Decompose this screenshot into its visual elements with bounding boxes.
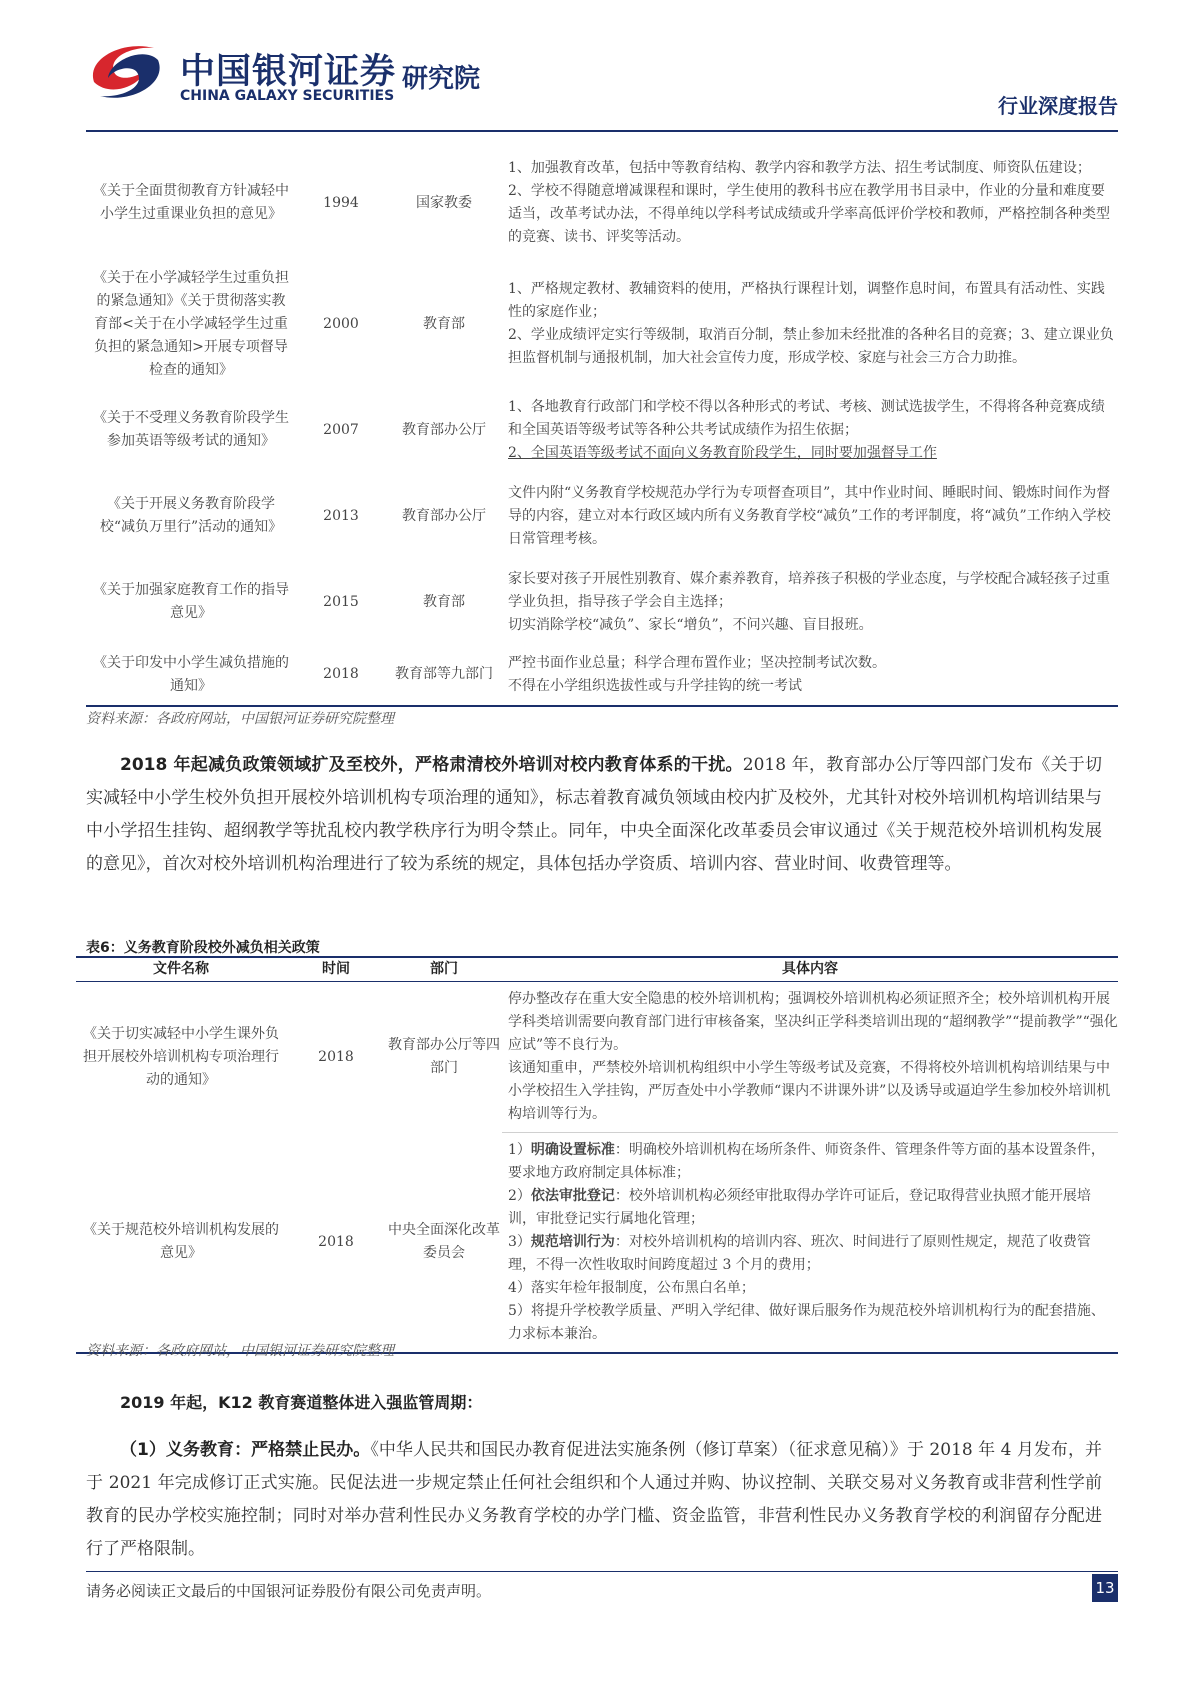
table2-source: 资料来源：各政府网站，中国银河证券研究院整理 (86, 1343, 394, 1359)
cell-year: 2000 (323, 315, 359, 332)
cell-year: 2015 (323, 593, 359, 610)
table-row (86, 146, 1118, 260)
paragraph-2 (86, 1434, 1102, 1566)
content-line: 严控书面作业总量；科学合理布置作业；坚决控制考试次数。 (508, 654, 886, 671)
cell-content (502, 260, 1118, 388)
policy-table-1 (86, 146, 1118, 707)
paragraph-body: 2018 年，教育部办公厅等四部门发布《关于切实减轻中小学生校外负担开展校外培训机构专项治理的通知》，标志着教育减负领域由校内扩及校外，尤其针对校外培训机构培训结果与中小学招生挂钩、超纲教学等扰乱校内教学秩序行为明令禁止。同年，中央全面深化改革委员会审议通过《关于规范校外培训机构发展的意见》，首次对校外培训机构治理进行了较为系统的规定，具体包括办学资质、培训内容、营业时间、收费管理等。 (86, 755, 1102, 874)
table-row (86, 388, 1118, 472)
table2-title: 表6：义务教育阶段校外减负相关政策 (86, 940, 320, 956)
logo-text-en: CHINA GALAXY SECURITIES (180, 88, 395, 104)
footer-disclaimer: 请务必阅读正文最后的中国银河证券股份有限公司免责声明。 (86, 1582, 492, 1600)
content-item: 5）将提升学校教学质量、严明入学纪律、做好课后服务作为规范校外培训机构行为的配套措施、力求标本兼治。 (508, 1303, 1105, 1342)
content-line: 停办整改存在重大安全隐患的校外培训机构；强调校外培训机构必须证照齐全；校外培训机构开展学科类培训需要向教育部门进行审核备案，坚决纠正学科类培训出现的“超纲教学”“提前教学”“强化应试”等不良行为。 (508, 991, 1118, 1053)
content-item: 4）落实年检年报制度，公布黑白名单； (508, 1280, 755, 1296)
cell-content (502, 472, 1118, 560)
cell-year: 2007 (323, 421, 359, 438)
cell-dept: 教育部办公厅 (402, 421, 486, 438)
report-type: 行业深度报告 (998, 94, 1118, 118)
cell-content (502, 388, 1118, 472)
cell-dept: 国家教委 (416, 194, 472, 211)
cell-name: 《关于开展义务教育阶段学校“减负万里行”活动的通知》 (99, 496, 283, 535)
table-row (86, 644, 1118, 706)
cell-dept: 教育部等九部门 (386, 644, 502, 706)
content-line: 1、各地教育行政部门和学校不得以各种形式的考试、考核、测试选拔学生，不得将各种竞赛成绩和全国英语等级考试等各种公共考试成绩作为招生依据； (508, 398, 1105, 438)
galaxy-logo-icon (84, 38, 168, 106)
table-row (76, 982, 1118, 1133)
section-subheading: 2019 年起，K12 教育赛道整体进入强监管周期： (120, 1393, 483, 1412)
header-name: 文件名称 (76, 957, 286, 982)
cell-dept: 中央全面深化改革委员会 (386, 1133, 502, 1354)
cell-name: 《关于全面贯彻教育方针减轻中小学生过重课业负担的意见》 (93, 183, 289, 222)
header-dept: 部门 (386, 957, 502, 982)
cell-content (502, 644, 1118, 706)
content-line: 该通知重申，严禁校外培训机构组织中小学生等级考试及竞赛，不得将校外培训机构培训结果与中小学校招生入学挂钩，严厉查处中小学教师“课内不讲课外讲”以及诱导或逼迫学生参加校外培训机构培训等行为。 (508, 1060, 1111, 1122)
footer-rule (86, 1571, 1118, 1572)
cell-year: 1994 (323, 194, 359, 211)
paragraph-body: 《中华人民共和国民办教育促进法实施条例（修订草案）（征求意见稿）》于 2018 年 4 月发布，并于 2021 年完成修订正式实施。民促法进一步规定禁止任何社会组织和个人通过并购、协议控制、关联交易对义务教育或非营利性学前教育的民办学校实施控制；同时对举办营利性民办义务教育学校的办学门槛、资金监管，非营利性民办义务教育学校的利润留存分配进行了严格限制。 (86, 1440, 1102, 1559)
content-line: 2、全国英语等级考试不面向义务教育阶段学生，同时要加强督导工作 (508, 444, 937, 461)
content-line: 文件内附“义务教育学校规范办学行为专项督查项目”，其中作业时间、睡眠时间、锻炼时间作为督导的内容，建立对本行政区域内所有义务教育学校“减负”工作的考评制度，将“减负”工作纳入学校日常管理考核。 (508, 484, 1111, 547)
page-number: 13 (1092, 1574, 1118, 1602)
cell-dept: 教育部 (423, 315, 465, 332)
content-item: 2）依法审批登记：校外培训机构必须经审批取得办学许可证后，登记取得营业执照才能开展培训，审批登记实行属地化管理； (508, 1188, 1091, 1227)
table-row (86, 560, 1118, 644)
institute-label: 研究院 (402, 64, 481, 94)
paragraph-1 (86, 749, 1102, 881)
content-line: 1、严格规定教材、教辅资料的使用，严格执行课程计划，调整作息时间，布置具有活动性、实践性的家庭作业； (508, 281, 1105, 320)
cell-year: 2013 (323, 507, 359, 524)
cell-name: 《关于在小学减轻学生过重负担的紧急通知》《关于贯彻落实教育部<关于在小学减轻学生过重负担的紧急通知>开展专项督导检查的通知》 (93, 269, 289, 378)
cell-content (502, 982, 1118, 1133)
cell-name: 《关于印发中小学生减负措施的通知》 (86, 644, 296, 706)
table1-source: 资料来源：各政府网站，中国银河证券研究院整理 (86, 711, 394, 727)
content-line: 1、加强教育改革，包括中等教育结构、教学内容和教学方法、招生考试制度、师资队伍建设； (508, 160, 1091, 176)
content-item: 3）规范培训行为：对校外培训机构的培训内容、班次、时间进行了原则性规定，规范了收费管理，不得一次性收取时间跨度超过 3 个月的费用； (508, 1234, 1091, 1273)
cell-content (502, 1133, 1118, 1354)
policy-table-2 (76, 956, 1118, 1354)
table-header-row (76, 957, 1118, 982)
cell-content (502, 146, 1118, 260)
header-content: 具体内容 (502, 957, 1118, 982)
logo-text-cn: 中国银河证券 (180, 52, 397, 92)
cell-year: 2018 (318, 1048, 354, 1065)
header (0, 0, 1190, 135)
content-line: 2、学业成绩评定实行等级制，取消百分制，禁止参加未经批准的各种名目的竞赛；3、建立课业负担监督机制与通报机制，加大社会宣传力度，形成学校、家庭与社会三方合力助推。 (508, 327, 1114, 366)
paragraph-lead: （1）义务教育：严格禁止民办。 (120, 1440, 371, 1460)
table-row (86, 260, 1118, 388)
cell-year: 2018 (296, 644, 386, 706)
table-row (86, 472, 1118, 560)
cell-content (502, 560, 1118, 644)
content-item: 1）明确设置标准：明确校外培训机构在场所条件、师资条件、管理条件等方面的基本设置条件，要求地方政府制定具体标准； (508, 1142, 1105, 1181)
content-line: 家长要对孩子开展性别教育、媒介素养教育，培养孩子积极的学业态度，与学校配合减轻孩子过重学业负担，指导孩子学会自主选择； (508, 570, 1110, 610)
header-rule (86, 130, 1118, 132)
content-line: 切实消除学校“减负”、家长“增负”，不问兴趣、盲目报班。 (508, 616, 873, 633)
cell-name: 《关于加强家庭教育工作的指导意见》 (93, 582, 289, 621)
cell-dept: 教育部办公厅等四部门 (388, 1037, 500, 1077)
cell-year: 2018 (286, 1133, 386, 1354)
header-year: 时间 (286, 957, 386, 982)
cell-name: 《关于切实减轻中小学生课外负担开展校外培训机构专项治理行动的通知》 (83, 1025, 279, 1088)
cell-dept: 教育部 (423, 593, 465, 610)
cell-name: 《关于规范校外培训机构发展的意见》 (76, 1133, 286, 1354)
table-row (76, 1133, 1118, 1354)
cell-dept: 教育部办公厅 (402, 507, 486, 524)
cell-name: 《关于不受理义务教育阶段学生参加英语等级考试的通知》 (93, 410, 289, 449)
content-line: 不得在小学组织选拔性或与升学挂钩的统一考试 (508, 677, 802, 694)
content-line: 2、学校不得随意增减课程和课时，学生使用的教科书应在教学用书目录中，作业的分量和难度要适当，改革考试办法，不得单纯以学科考试成绩或升学率高低评价学校和教师，严格控制各种类型的竞赛、读书、评奖等活动。 (508, 183, 1110, 245)
paragraph-lead: 2018 年起减负政策领域扩及至校外，严格肃清校外培训对校内教育体系的干扰。 (120, 755, 743, 775)
